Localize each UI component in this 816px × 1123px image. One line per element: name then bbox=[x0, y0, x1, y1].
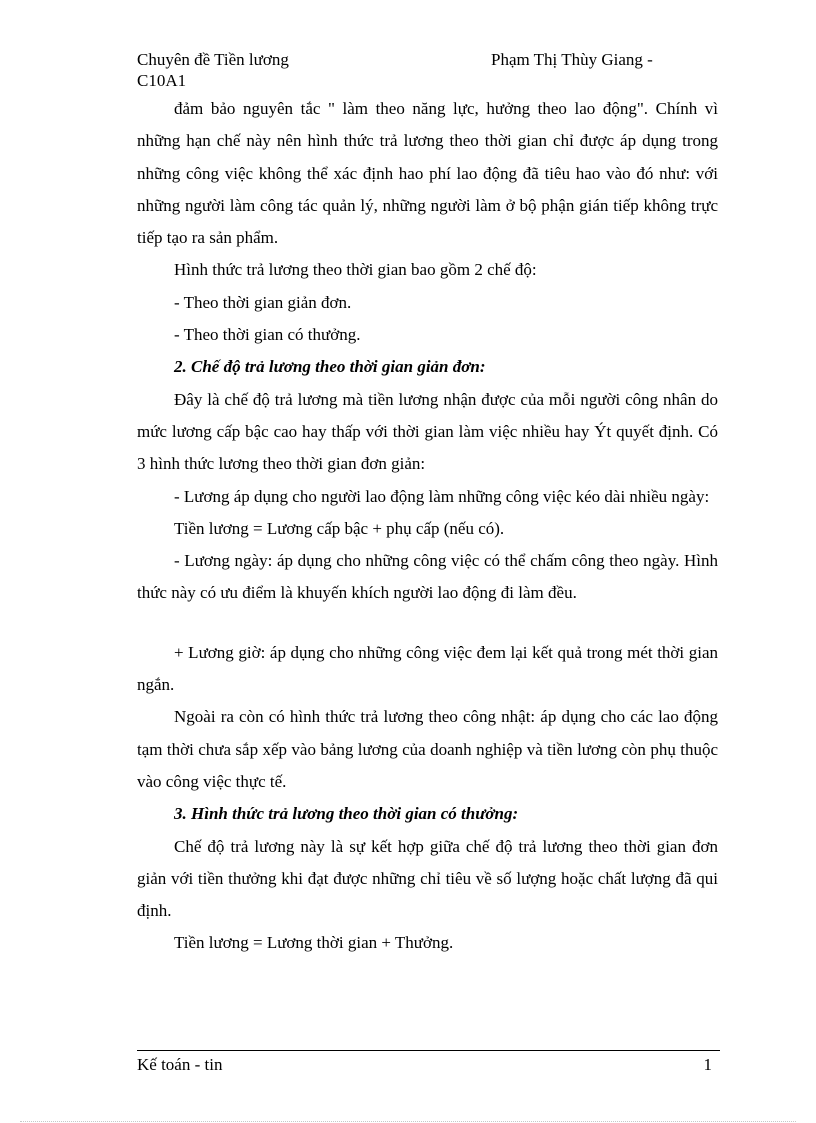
paragraph: Đây là chế độ trả lương mà tiền lương nhận được của mỗi người công nhân do mức lương cấp bậc cao hay thấp với thời gian làm việc nhiều hay Ýt quyết định. Có 3 hình thức lương theo thời gian đơn giản: bbox=[137, 389, 718, 474]
footer-subject: Kế toán - tin bbox=[137, 1055, 223, 1074]
section-heading-3: 3. Hình thức trả lương theo thời gian có thưởng: bbox=[174, 804, 519, 824]
page-number: 1 bbox=[703, 1055, 712, 1074]
page-boundary bbox=[20, 1121, 796, 1122]
paragraph: Chế độ trả lương này là sự kết hợp giữa chế độ trả lương theo thời gian đơn giản với tiền thưởng khi đạt được những chỉ tiêu về số lượng hoặc chất lượng đã qui định. bbox=[137, 836, 718, 921]
list-item: - Theo thời gian giản đơn. bbox=[174, 292, 352, 312]
footer-divider bbox=[137, 1050, 720, 1051]
header-topic: Chuyên đề Tiền lương bbox=[137, 50, 289, 69]
list-item: - Lương áp dụng cho người lao động làm những công việc kéo dài nhiều ngày: bbox=[174, 486, 710, 506]
paragraph: Ngoài ra còn có hình thức trả lương theo công nhật: áp dụng cho các lao động tạm thời chưa sắp xếp vào bảng lương của doanh nghiệp và tiền lương còn phụ thuộc vào công việc thực tế. bbox=[137, 707, 718, 791]
paragraph-intro-modes: Hình thức trả lương theo thời gian bao gồm 2 chế độ: bbox=[174, 260, 537, 280]
page-footer bbox=[137, 1055, 712, 1075]
formula: Tiền lương = Lương thời gian + Thưởng. bbox=[174, 933, 454, 953]
list-item: - Lương ngày: áp dụng cho những công việc có thể chấm công theo ngày. Hình thức này có ưu điểm là khuyến khích người lao động đi làm đều. bbox=[137, 551, 718, 603]
document-body bbox=[137, 93, 718, 960]
list-item: + Lương giờ: áp dụng cho những công việc đem lại kết quả trong mét thời gian ngắn. bbox=[137, 642, 718, 695]
header-class: C10A1 bbox=[137, 71, 187, 90]
section-heading-2: 2. Chế độ trả lương theo thời gian giản đơn: bbox=[174, 357, 486, 377]
formula: Tiền lương = Lương cấp bậc + phụ cấp (nếu có). bbox=[174, 518, 505, 538]
paragraph-continuation: đảm bảo nguyên tắc " làm theo năng lực, hưởng theo lao động". Chính vì những hạn chế này nên hình thức trả lương theo thời gian chỉ được áp dụng trong những công việc không thể xác định hao phí lao động đã tiêu hao vào đó như: với những người làm công tác quản lý, những người làm ở bộ phận gián tiếp không trực tiếp tạo ra sản phẩm. bbox=[137, 99, 718, 248]
list-item: - Theo thời gian có thưởng. bbox=[174, 325, 361, 345]
header-author: Phạm Thị Thùy Giang - bbox=[491, 50, 653, 69]
